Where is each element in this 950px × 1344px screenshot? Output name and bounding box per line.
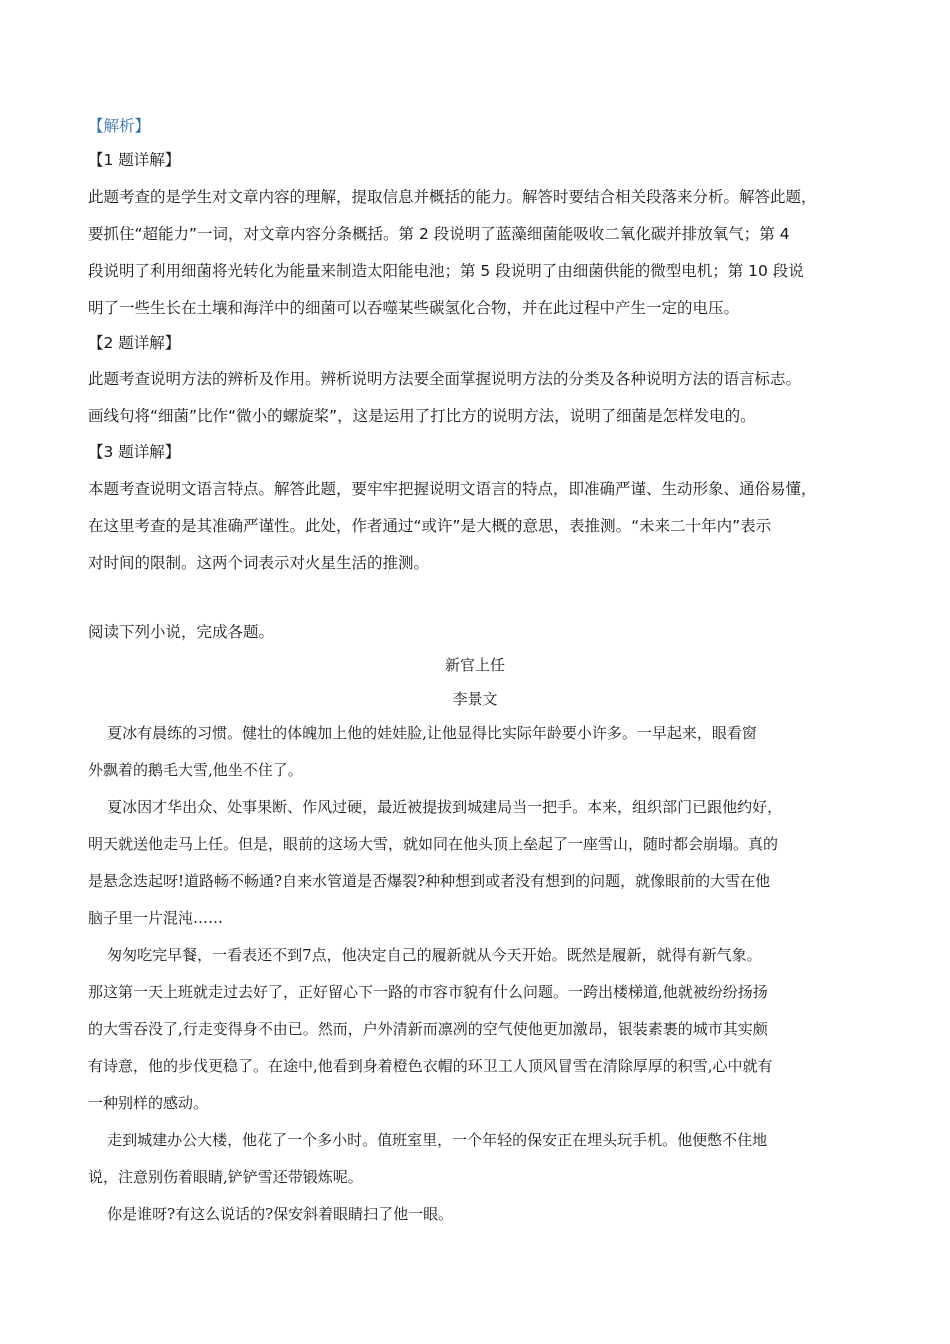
q3-line-1: 本题考查说明文语言特点。解答此题，要牢牢把握说明文语言的特点，即准确严谨、生动形象、通俗易懂， (88, 480, 817, 498)
story-line-2: 外飘着的鹅毛大雪,他坐不住了。 (88, 761, 303, 779)
q2-heading: 【2 题详解】 (88, 334, 181, 352)
q3-heading: 【3 题详解】 (88, 443, 181, 461)
story-line-11: 一种别样的感动。 (88, 1094, 209, 1112)
q1-line-1: 此题考查的是学生对文章内容的理解，提取信息并概括的能力。解答时要结合相关段落来分析。解答此题， (88, 188, 817, 206)
story-line-14: 你是谁呀?有这么说话的?保安斜着眼睛扫了他一眼。 (88, 1205, 454, 1223)
story-line-8: 那这第一天上班就走过去好了，正好留心下一路的市容市貌有什么问题。一跨出楼梯道,他就被纷纷扬扬 (88, 983, 768, 1001)
analysis-tag: 【解析】 (88, 117, 151, 135)
story-line-13: 说，注意别伤着眼睛,铲铲雪还带锻炼呢。 (88, 1168, 363, 1186)
story-title: 新官上任 (444, 656, 505, 674)
story-line-10: 有诗意，他的步伐更稳了。在途中,他看到身着橙色衣帽的环卫工人顶风冒雪在清除厚厚的积雪,心中就有 (88, 1057, 773, 1075)
q3-line-2: 在这里考查的是其准确严谨性。此处，作者通过“或许”是大概的意思，表推测。“未来二十年内”表示 (88, 517, 772, 535)
story-line-6: 脑子里一片混沌…… (88, 909, 224, 927)
story-author: 李景文 (452, 690, 498, 708)
q1-line-4: 明了一些生长在土壤和海洋中的细菌可以吞噬某些碳氢化合物，并在此过程中产生一定的电压。 (88, 299, 740, 317)
q1-line-2: 要抓住“超能力”一词，对文章内容分条概括。第 2 段说明了蓝藻细菌能吸收二氧化碳并排放氧气；第 4 (88, 225, 790, 243)
story-line-9: 的大雪吞没了,行走变得身不由已。然而，户外清新而凛冽的空气使他更加激昂，银装素裹的城市其实颇 (88, 1020, 768, 1038)
story-instruction: 阅读下列小说，完成各题。 (88, 623, 275, 641)
story-line-4: 明天就送他走马上任。但是，眼前的这场大雪，就如同在他头顶上垒起了一座雪山，随时都会崩塌。真的 (88, 835, 779, 853)
story-line-12: 走到城建办公大楼，他花了一个多小时。值班室里，一个年轻的保安正在埋头玩手机。他便憋不住地 (88, 1131, 768, 1149)
q1-heading: 【1 题详解】 (88, 151, 181, 169)
story-line-1: 夏冰有晨练的习惯。健壮的体魄加上他的娃娃脸,让他显得比实际年龄要小许多。一早起来，眼看窗 (88, 724, 757, 742)
story-line-3: 夏冰因才华出众、处事果断、作风过硬，最近被提拔到城建局当一把手。本来，组织部门已跟他约好， (88, 798, 783, 816)
q1-line-3: 段说明了利用细菌将光转化为能量来制造太阳能电池；第 5 段说明了由细菌供能的微型电机；第 10 段说 (88, 262, 804, 280)
q2-line-1: 此题考查说明方法的辨析及作用。辨析说明方法要全面掌握说明方法的分类及各种说明方法的语言标志。 (88, 370, 802, 388)
q3-line-3: 对时间的限制。这两个词表示对火星生活的推测。 (88, 554, 430, 572)
q2-line-2: 画线句将“细菌”比作“微小的螺旋桨”，这是运用了打比方的说明方法，说明了细菌是怎样发电的。 (88, 407, 756, 425)
story-line-5: 是悬念迭起呀!道路畅不畅通?自来水管道是否爆裂?种种想到或者没有想到的问题，就像眼前的大雪在他 (88, 872, 771, 890)
story-line-7: 匆匆吃完早餐，一看表还不到7点，他决定自己的履新就从今天开始。既然是履新，就得有新气象。 (88, 946, 762, 964)
